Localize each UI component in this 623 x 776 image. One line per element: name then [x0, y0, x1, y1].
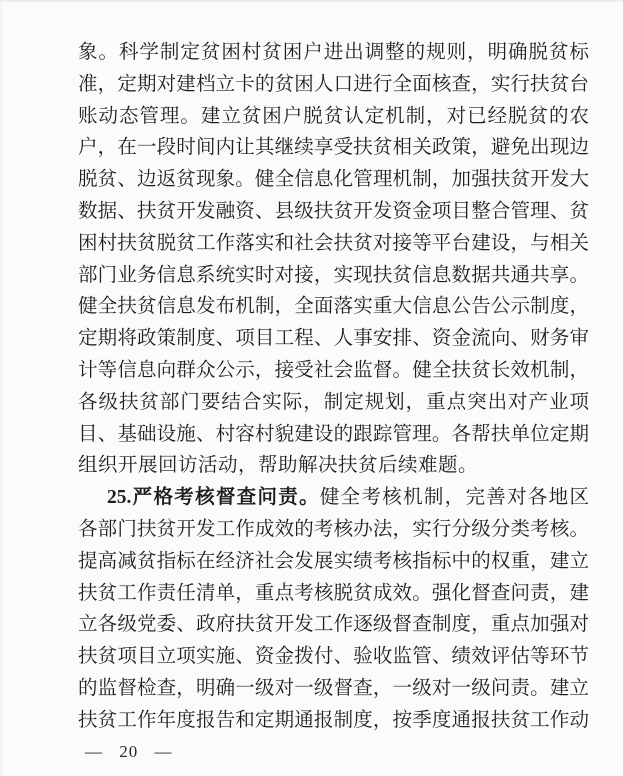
text-line: 扶贫工作责任清单，重点考核脱贫成效。强化督查问责，建 [78, 582, 589, 604]
document-body [78, 37, 589, 737]
section-heading-line [78, 482, 589, 514]
text-line: 数据、扶贫开发融资、县级扶贫开发资金项目整合管理、贫 [78, 200, 589, 222]
text-line: 户，在一段时间内让其继续享受扶贫相关政策，避免出现边 [78, 137, 589, 159]
text-line: 的监督检查，明确一级对一级督查，一级对一级问责。建立 [78, 677, 589, 699]
text-line: 各级扶贫部门要结合实际，制定规划，重点突出对产业项 [78, 391, 589, 413]
text-line: 扶贫项目立项实施、资金拨付、验收监管、绩效评估等环节 [78, 646, 589, 668]
text-line: 象。科学制定贫困村贫困户进出调整的规则，明确脱贫标 [78, 42, 589, 63]
paragraph-end-line: 组织开展回访活动，帮助解决扶贫后续难题。 [78, 455, 479, 477]
text-line: 账动态管理。建立贫困户脱贫认定机制，对已经脱贫的农 [78, 105, 589, 127]
page-number: — 20 — [85, 742, 173, 761]
section-number-title: 25.严格考核督查问责。 [107, 487, 320, 509]
text-line: 扶贫工作年度报告和定期通报制度，按季度通报扶贫工作动 [78, 709, 589, 731]
text-line: 各部门扶贫开发工作成效的考核办法，实行分级分类考核。 [78, 518, 589, 540]
section-heading-rest: 健全考核机制，完善对各地区 [319, 487, 589, 509]
text-line: 提高减贫指标在经济社会发展实绩考核指标中的权重，建立 [78, 550, 589, 572]
text-line: 目、基础设施、村容村貌建设的跟踪管理。各帮扶单位定期 [78, 423, 589, 445]
text-line: 脱贫、边返贫现象。健全信息化管理机制，加强扶贫开发大 [78, 169, 589, 191]
text-line: 立各级党委、政府扶贫开发工作逐级督查制度，重点加强对 [78, 614, 589, 636]
text-line: 健全扶贫信息发布机制，全面落实重大信息公告公示制度， [78, 296, 589, 318]
text-line: 计等信息向群众公示，接受社会监督。健全扶贫长效机制， [78, 359, 589, 381]
text-line: 困村扶贫脱贫工作落实和社会扶贫对接等平台建设，与相关 [78, 232, 589, 254]
text-line: 定期将政策制度、项目工程、人事安排、资金流向、财务审 [78, 328, 589, 350]
text-line: 部门业务信息系统实时对接，实现扶贫信息数据共通共享。 [78, 264, 589, 286]
text-line: 准，定期对建档立卡的贫困人口进行全面核查，实行扶贫台 [78, 73, 589, 95]
